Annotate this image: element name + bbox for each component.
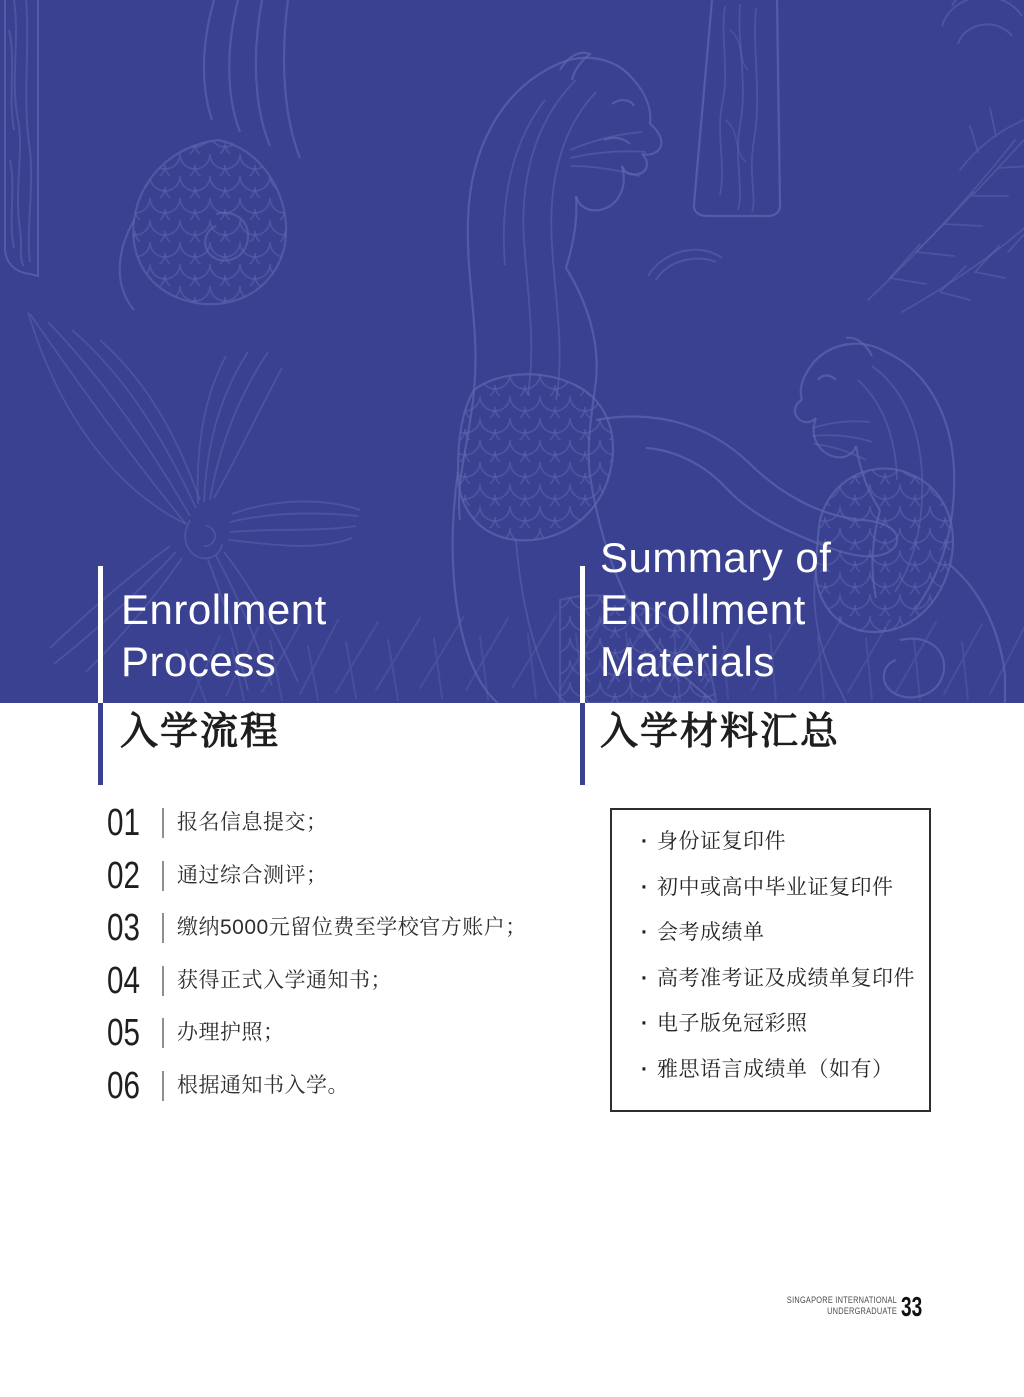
bullet-icon: · [641,966,648,990]
material-item [641,1059,929,1080]
right-title-zh: 入学材料汇总 [600,711,841,753]
step-row [107,854,567,897]
footer-brand-line1: SINGAPORE INTERNATIONAL [786,1295,897,1305]
enrollment-steps-list [107,802,567,1107]
materials-list [612,810,929,1080]
bullet-icon: · [641,1012,648,1035]
bullet-icon: · [641,921,648,944]
step-number: 02 [107,854,140,897]
step-row [107,802,567,844]
step-row [107,1012,567,1054]
step-divider [162,1018,164,1048]
bullet-icon: · [641,1057,648,1081]
step-row [107,907,567,949]
left-title-en-line2: Process [121,638,277,685]
material-text: 雅思语言成绩单（如有） [657,1057,894,1081]
right-accent-bar [580,566,585,785]
material-text: 电子版免冠彩照 [657,1012,808,1035]
step-row [107,959,567,1002]
step-number: 05 [107,1012,140,1054]
step-text: 获得正式入学通知书； [177,968,392,992]
tree-trunk-illustration [694,0,780,216]
step-divider [162,1071,164,1101]
material-item [641,968,929,989]
right-title-en-line2: Enrollment [600,586,806,633]
pine-branch-illustration [868,108,1024,312]
step-text: 报名信息提交； [177,811,328,834]
right-title-en [600,532,831,688]
step-number: 03 [107,907,140,949]
left-title-en [121,584,327,688]
step-divider [162,861,164,891]
material-item [641,1013,929,1034]
merlion-tail-illustration [120,0,300,310]
step-text: 办理护照； [177,1021,285,1044]
material-item [641,877,929,898]
footer-brand-line2: UNDERGRADUATE [827,1306,897,1316]
right-title-en-line1: Summary of [600,534,832,581]
step-text: 根据通知书入学。 [177,1073,349,1097]
material-item [641,831,929,852]
material-text: 初中或高中毕业证复印件 [657,875,894,899]
footer-brand [717,1295,897,1317]
bullet-icon: · [641,830,648,853]
step-divider [162,966,164,996]
leaf-band-illustration [5,0,38,276]
material-text: 会考成绩单 [657,921,765,944]
step-row [107,1064,567,1107]
left-title-zh: 入学流程 [120,711,281,753]
step-number: 06 [107,1064,140,1107]
step-divider [162,808,164,838]
step-text: 缴纳5000元留位费至学校官方账户； [177,916,527,939]
material-text: 高考准考证及成绩单复印件 [657,966,915,990]
bullet-icon: · [641,875,648,899]
corner-scale-illustration [648,0,1022,280]
left-title-en-line1: Enrollment [121,586,327,633]
materials-box [610,808,931,1112]
material-item [641,922,929,943]
right-title-en-line3: Materials [600,638,775,685]
step-divider [162,913,164,943]
step-text: 通过综合测评； [177,863,328,887]
step-number: 04 [107,959,140,1002]
step-number: 01 [107,802,140,844]
left-accent-bar [98,566,103,785]
page-number: 33 [901,1291,923,1322]
material-text: 身份证复印件 [657,830,786,853]
